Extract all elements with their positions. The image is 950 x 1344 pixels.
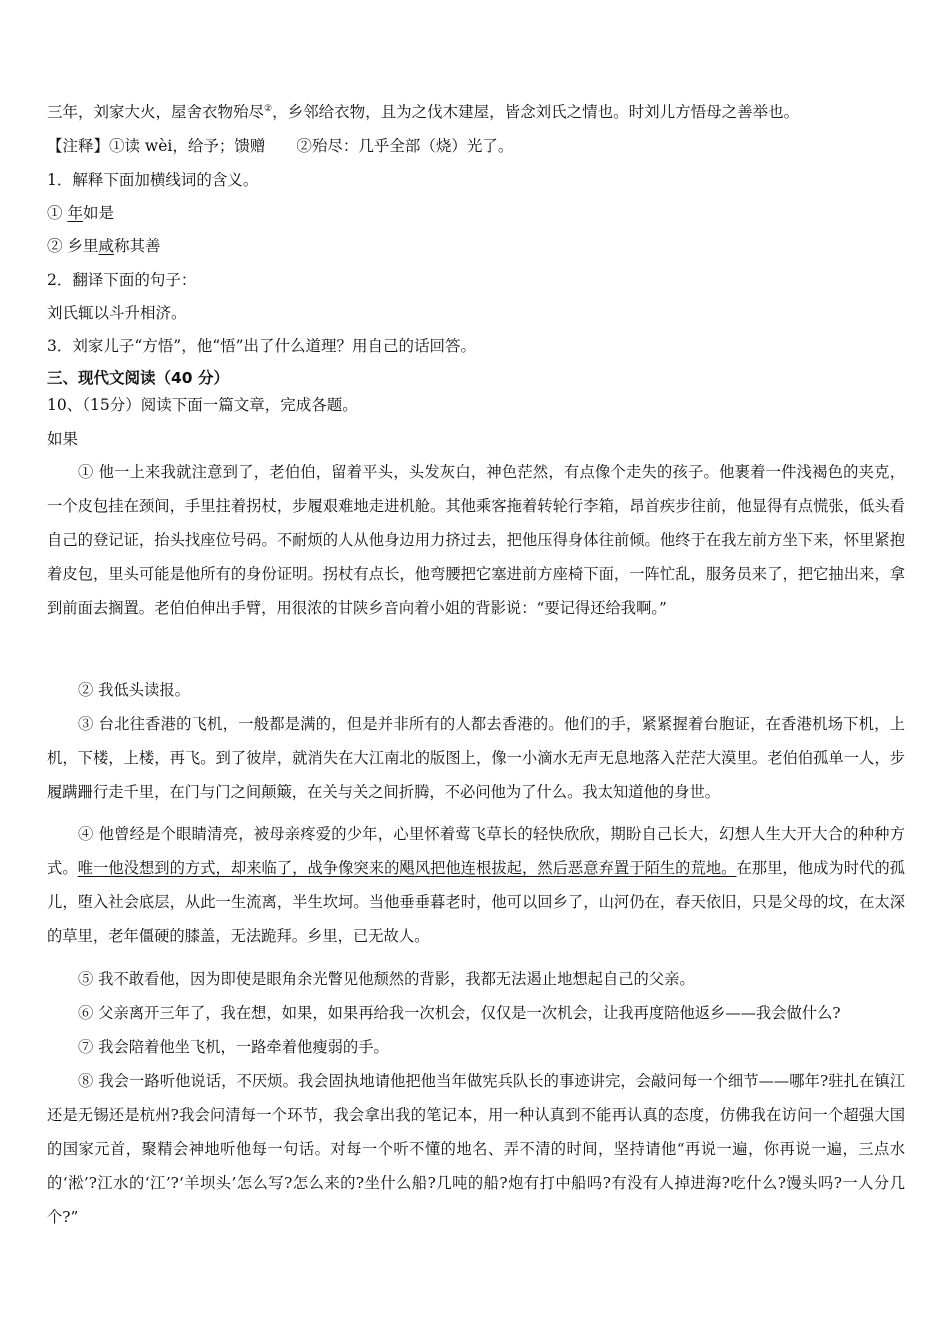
article-paragraph-1: ① 他一上来我就注意到了，老伯伯，留着平头，头发灰白，神色茫然，有点像个走失的孩子。他裹着一件浅褐色的夹克，一个皮包挂在颈间，手里拄着拐杖，步履艰难地走进机舱。其他乘客拖着转轮行李箱，昂首疾步往前，他显得有点慌张，低头看自己的登记证，抬头找座位号码。不耐烦的人从他身边用力挤过去，把他压得身体往前倾。他终于在我左前方坐下来，怀里紧抱着皮包，里头可能是他所有的身份证明。拐杖有点长，他弯腰把它塞进前方座椅下面，一阵忙乱，服务员来了，把它抽出来，拿到前面去搁置。老伯伯伸出手臂，用很浓的甘陕乡音向着小姐的背影说：“要记得还给我啊。” <box>47 463 905 617</box>
text-segment: 在那里，他成为时代的孤儿，堕入社会底层，从此一生流离，半生坎坷。当他垂垂暮老时，他可以回乡了，山河仍在，春天依旧，只是父母的坟，在太深的草里，老年僵硬的膝盖，无法跪拜。乡里，已无故人。 <box>47 859 905 945</box>
question-10: 10、（15分）阅读下面一篇文章，完成各题。 <box>47 396 358 414</box>
annotation-note: 【注释】①读 wèi，给予；馈赠 ②殆尽：几乎全部（烧）光了。 <box>47 137 514 155</box>
article-paragraph-6: ⑥ 父亲离开三年了，我在想，如果，如果再给我一次机会，仅仅是一次机会，让我再度陪他返乡——我会做什么? <box>78 1004 841 1022</box>
article-paragraph-7: ⑦ 我会陪着他坐飞机，一路牵着他瘦弱的手。 <box>78 1038 389 1056</box>
underlined-word: 年 <box>67 204 83 222</box>
question-2: 2．翻译下面的句子： <box>47 271 197 289</box>
text-segment: ④ 他曾经是个眼睛清亮，被母亲疼爱的少年，心里怀着莺飞草长的轻快欣欣，期盼自己长大，幻想人生大开大合的种种方式。 <box>47 825 905 877</box>
underlined-sentence: 唯一他没想到的方式，却来临了，战争像突来的飓风把他连根拔起，然后恶意弃置于陌生的荒地。 <box>77 859 737 877</box>
question-1-item-a <box>47 203 114 223</box>
question-1: 1．解释下面加横线词的含义。 <box>47 171 259 189</box>
question-2-sentence: 刘氏辄以斗升相济。 <box>47 304 187 322</box>
item-text: 称其善 <box>113 237 161 255</box>
item-label: ② 乡里 <box>47 237 99 255</box>
section-heading: 三、现代文阅读（40 分） <box>47 369 229 387</box>
article-paragraph-4 <box>47 817 905 953</box>
question-3: 3．刘家儿子“方悟”，他“悟”出了什么道理？用自己的话回答。 <box>47 337 477 355</box>
text-line-fire <box>47 102 799 122</box>
item-label: ① <box>47 204 68 222</box>
underlined-word: 咸 <box>98 237 114 255</box>
text-segment: ，乡邻给衣物，且为之伐木建屋，皆念刘氏之情也。时刘儿方悟母之善举也。 <box>272 103 800 121</box>
article-paragraph-8: ⑧ 我会一路听他说话，不厌烦。我会固执地请他把他当年做宪兵队长的事迹讲完，会敲问每一个细节——哪年?驻扎在镇江还是无锡还是杭州?我会问清每一个环节，我会拿出我的笔记本，用一种认真到不能再认真的态度，仿佛我在访问一个超强大国的国家元首，聚精会神地听他每一句话。对每一个听不懂的地名、弄不清的时间，坚持请他“再说一遍，你再说一遍，三点水的‘淞’?江水的‘江’?‘羊坝头’怎么写?怎么来的?坐什么船?几吨的船?炮有打中船吗?有没有人掉进海?吃什么?馒头吗?一人分几个?” <box>47 1072 905 1226</box>
item-text: 如是 <box>82 204 114 222</box>
text-segment: 三年，刘家大火，屋舍衣物殆尽 <box>47 103 265 121</box>
article-paragraph-3: ③ 台北往香港的飞机，一般都是满的，但是并非所有的人都去香港的。他们的手，紧紧握着台胞证，在香港机场下机，上机，下楼，上楼，再飞。到了彼岸，就消失在大江南北的版图上，像一小滴水无声无息地落入茫茫大漠里。老伯伯孤单一人，步履蹒跚行走千里，在门与门之间颠簸，在关与关之间折腾，不必问他为了什么。我太知道他的身世。 <box>47 715 905 801</box>
footnote-marker: ② <box>264 104 273 114</box>
article-title: 如果 <box>47 430 79 448</box>
article-paragraph-5: ⑤ 我不敢看他，因为即使是眼角余光瞥见他颓然的背影，我都无法遏止地想起自己的父亲。 <box>78 970 695 988</box>
question-1-item-b <box>47 236 160 256</box>
article-paragraph-2: ② 我低头读报。 <box>78 681 190 699</box>
